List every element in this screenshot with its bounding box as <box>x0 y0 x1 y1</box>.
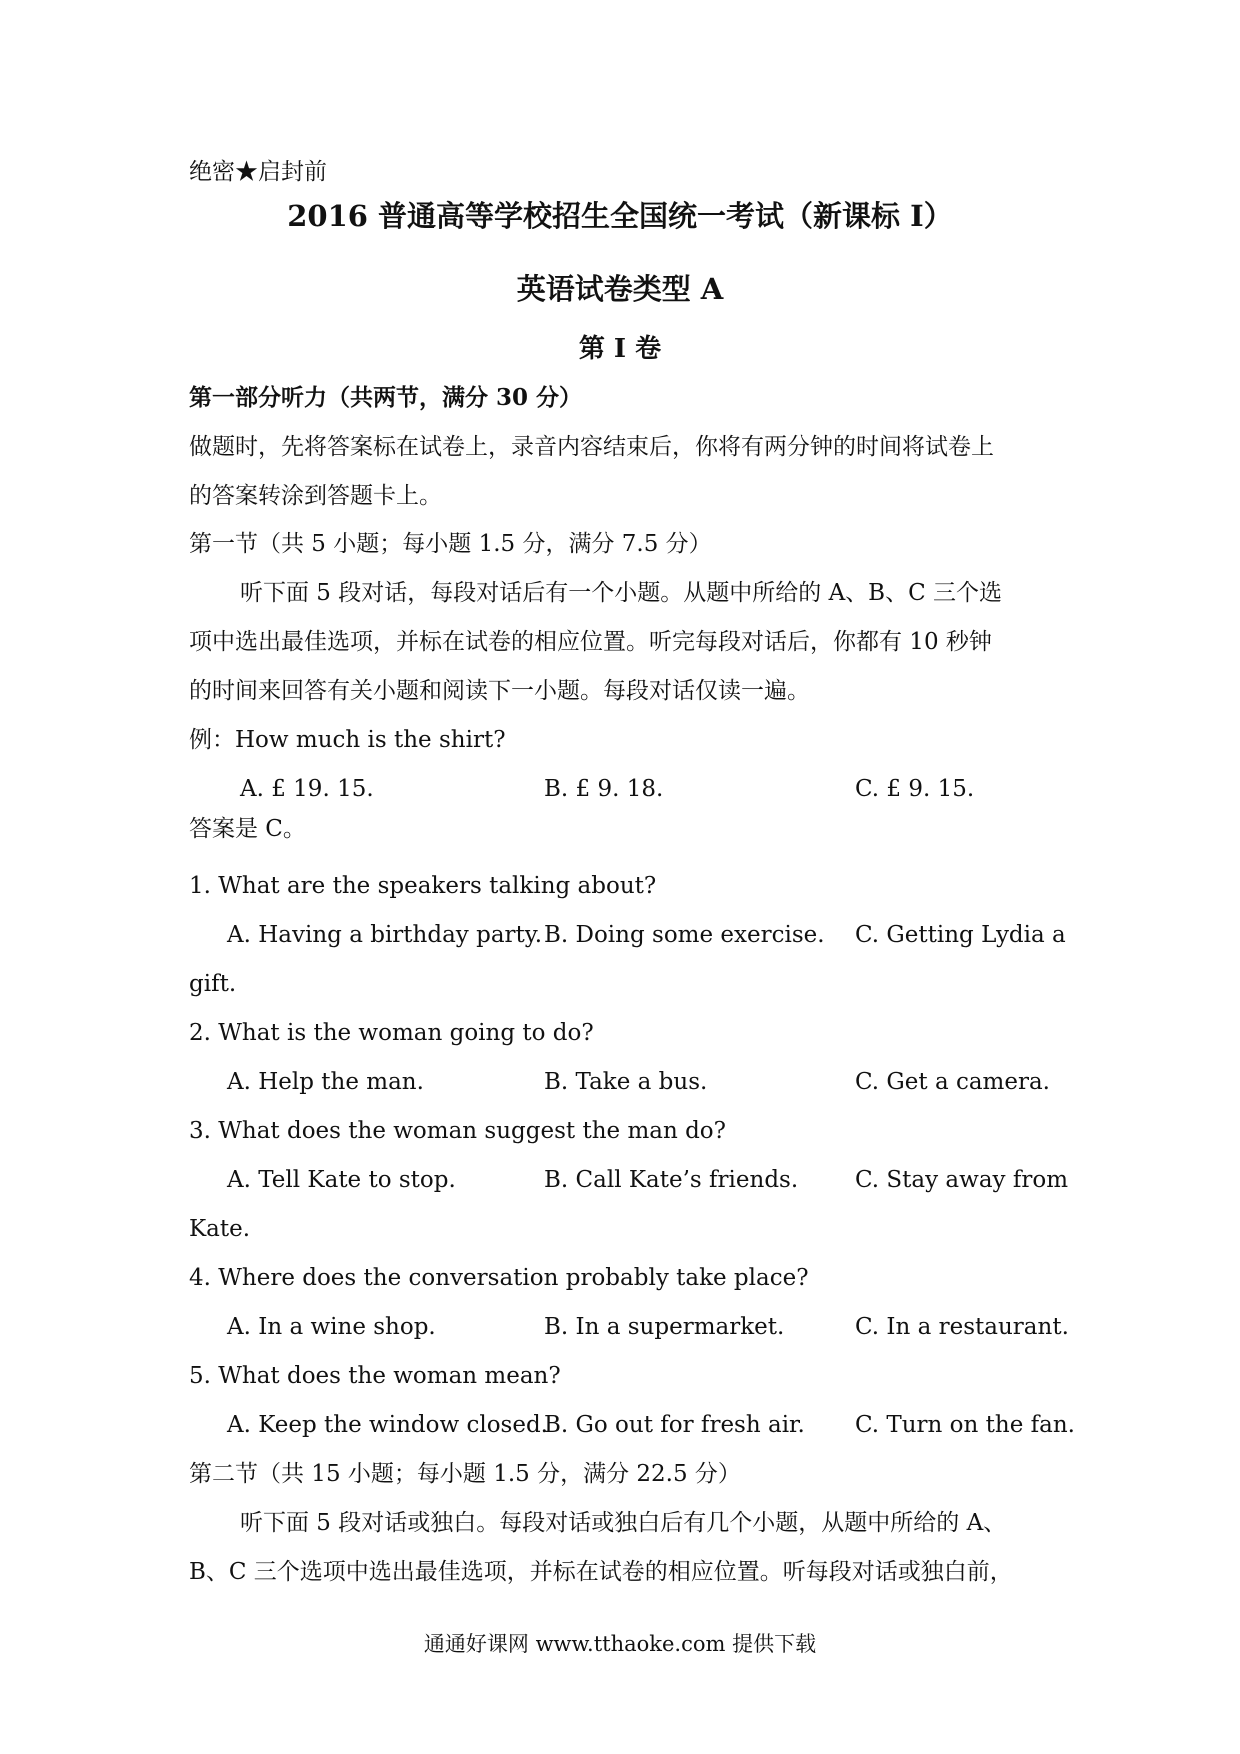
question-1: 1. What are the speakers talking about? <box>189 873 657 899</box>
question-1-option-a: A. Having a birthday party. <box>227 922 543 948</box>
example-answer: 答案是 C。 <box>189 816 306 842</box>
paper-type: 英语试卷类型 A <box>516 272 724 306</box>
example-option-c: C. £ 9. 15. <box>855 776 975 802</box>
section1-heading: 第一节（共 5 小题；每小题 1.5 分，满分 7.5 分） <box>189 531 712 557</box>
question-5-option-a: A. Keep the window closed. <box>227 1412 548 1438</box>
question-5: 5. What does the woman mean? <box>189 1363 561 1389</box>
section1-instruction-line: 的时间来回答有关小题和阅读下一小题。每段对话仅读一遍。 <box>189 678 810 704</box>
question-1-option-b: B. Doing some exercise. <box>544 922 825 948</box>
question-4: 4. Where does the conversation probably take place? <box>189 1265 809 1291</box>
section2-instruction-line: 听下面 5 段对话或独白。每段对话或独白后有几个小题，从题中所给的 A、 <box>240 1510 1007 1536</box>
part1-instruction-line: 的答案转涂到答题卡上。 <box>189 483 442 509</box>
example-option-b: B. £ 9. 18. <box>544 776 664 802</box>
section2-instruction-line: B、C 三个选项中选出最佳选项，并标在试卷的相应位置。听每段对话或独白前， <box>189 1559 1013 1585</box>
part1-heading: 第一部分听力（共两节，满分 30 分） <box>189 384 583 411</box>
question-1-option-c: C. Getting Lydia a <box>855 922 1066 948</box>
question-2-option-b: B. Take a bus. <box>544 1069 708 1095</box>
exam-title: 2016 普通高等学校招生全国统一考试（新课标 I） <box>287 199 953 233</box>
question-4-option-c: C. In a restaurant. <box>855 1314 1069 1340</box>
question-3-option-b: B. Call Kate’s friends. <box>544 1167 799 1193</box>
page-footer: 通通好课网 www.tthaoke.com 提供下载 <box>423 1632 817 1656</box>
question-5-option-b: B. Go out for fresh air. <box>544 1412 805 1438</box>
question-3-option-c: C. Stay away from <box>855 1167 1068 1193</box>
example-option-a: A. £ 19. 15. <box>240 776 374 802</box>
confidential-mark: 绝密★启封前 <box>189 159 327 185</box>
part1-instruction-line: 做题时，先将答案标在试卷上，录音内容结束后，你将有两分钟的时间将试卷上 <box>189 434 994 460</box>
question-3-option-c-wrap: Kate. <box>189 1216 251 1242</box>
section1-instruction-line: 项中选出最佳选项，并标在试卷的相应位置。听完每段对话后，你都有 10 秒钟 <box>189 629 992 655</box>
question-5-option-c: C. Turn on the fan. <box>855 1412 1075 1438</box>
question-4-option-a: A. In a wine shop. <box>227 1314 436 1340</box>
question-3: 3. What does the woman suggest the man do? <box>189 1118 726 1144</box>
question-2-option-c: C. Get a camera. <box>855 1069 1050 1095</box>
section1-instruction-line: 听下面 5 段对话，每段对话后有一个小题。从题中所给的 A、B、C 三个选 <box>240 580 1002 606</box>
question-3-option-a: A. Tell Kate to stop. <box>227 1167 456 1193</box>
question-2-option-a: A. Help the man. <box>227 1069 424 1095</box>
question-4-option-b: B. In a supermarket. <box>544 1314 785 1340</box>
volume-label: 第 I 卷 <box>578 334 662 364</box>
example-question: 例：How much is the shirt? <box>189 727 506 753</box>
question-2: 2. What is the woman going to do? <box>189 1020 594 1046</box>
question-1-option-c-wrap: gift. <box>189 971 237 997</box>
section2-heading: 第二节（共 15 小题；每小题 1.5 分，满分 22.5 分） <box>189 1461 741 1487</box>
